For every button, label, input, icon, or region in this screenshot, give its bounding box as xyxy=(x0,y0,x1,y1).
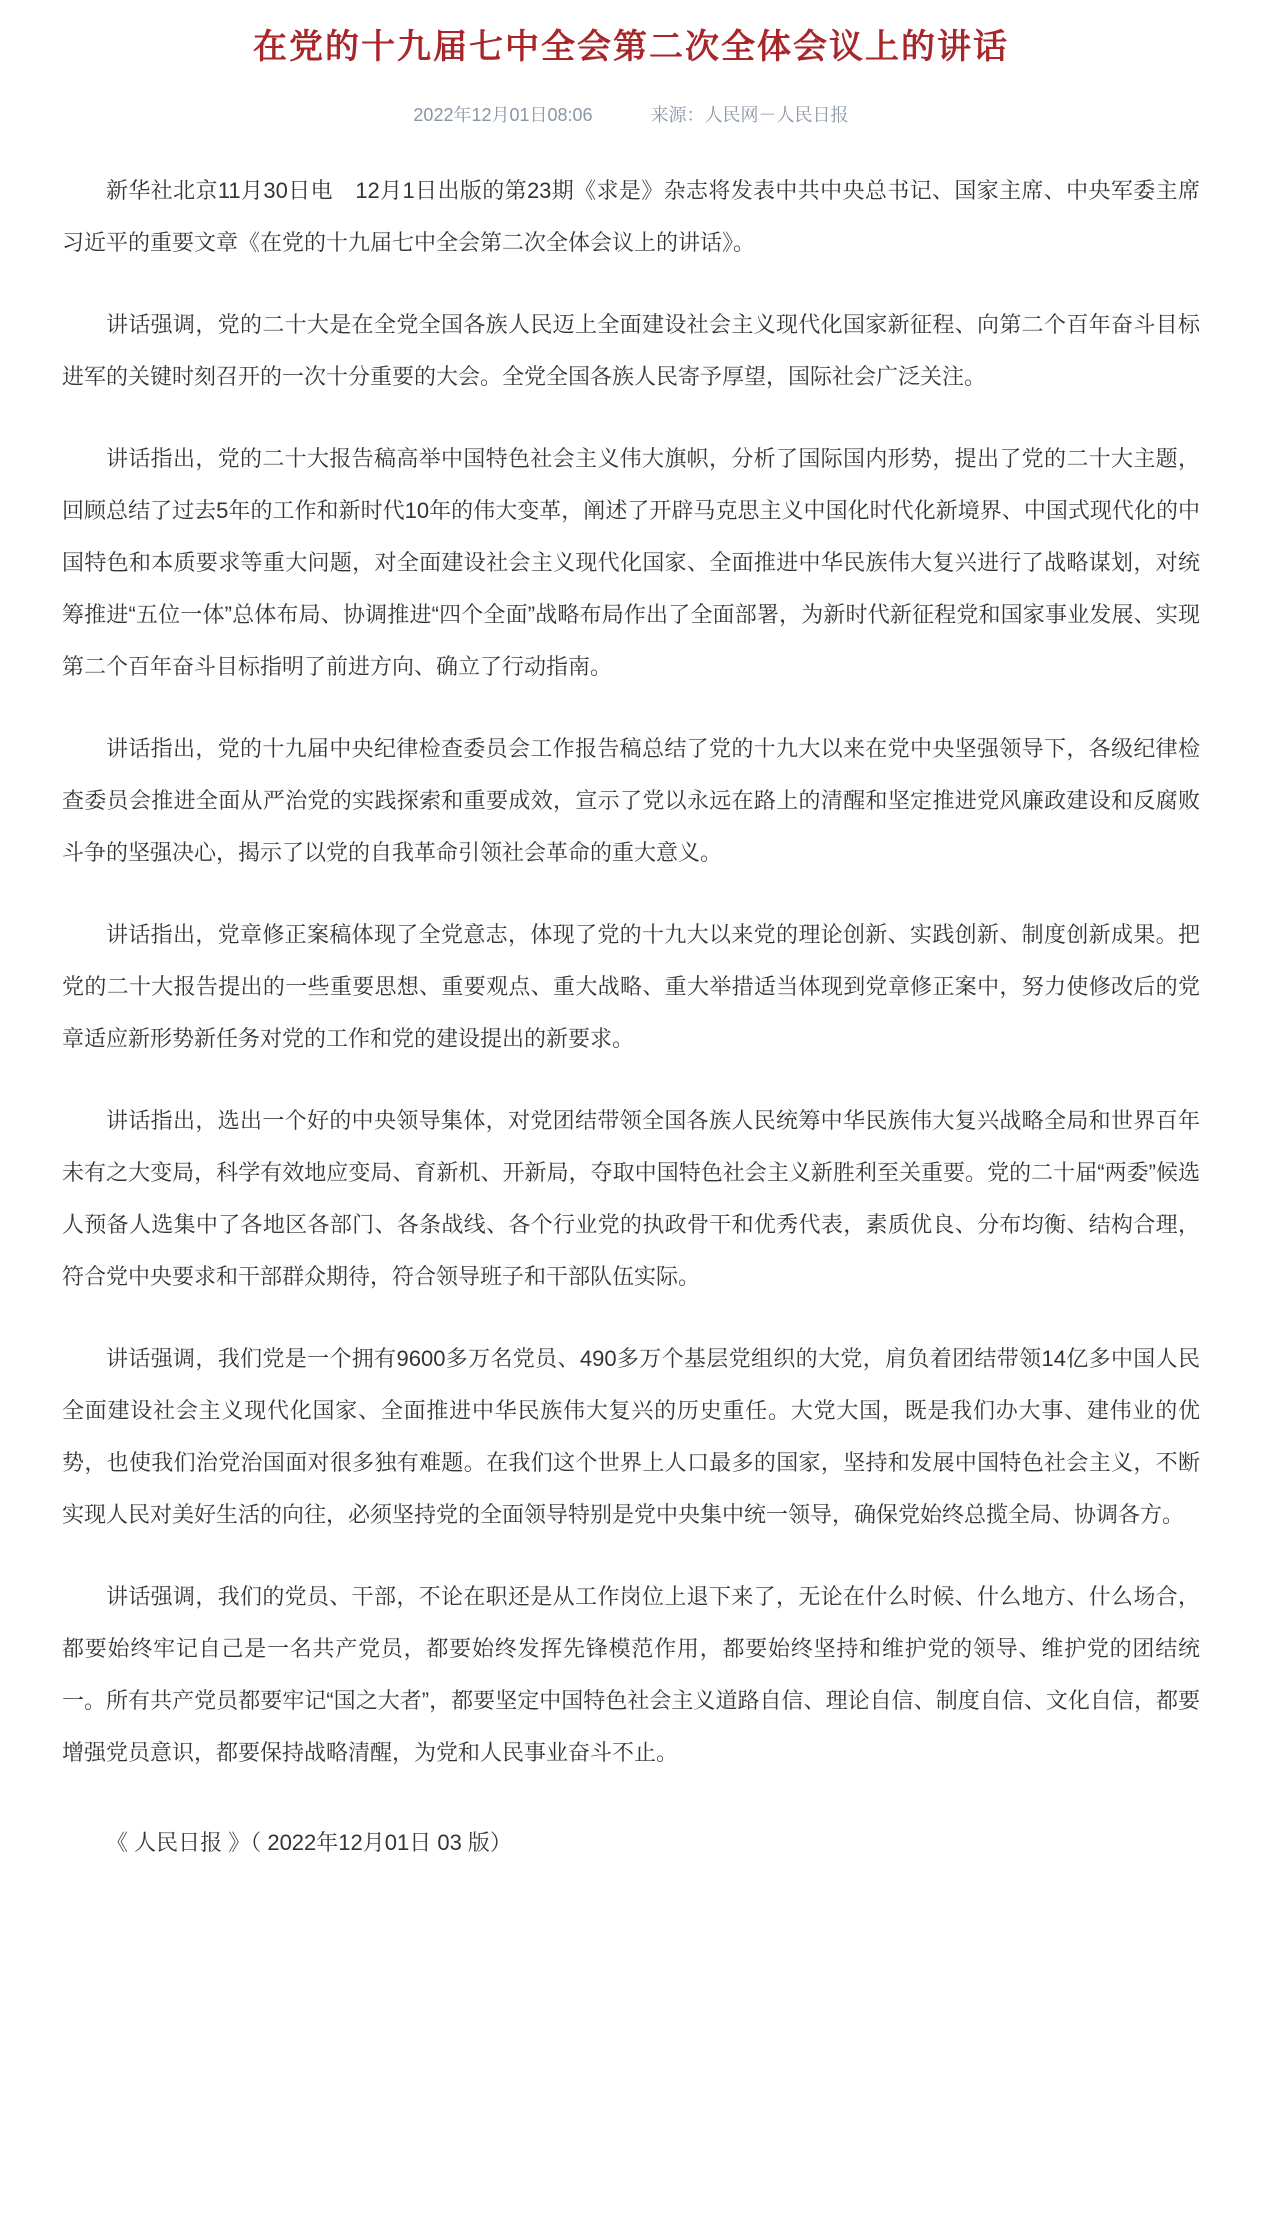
article-body xyxy=(62,165,1200,1779)
publish-date: 2022年12月01日08:06 xyxy=(413,104,593,125)
article-paragraph: 讲话强调，党的二十大是在全党全国各族人民迈上全面建设社会主义现代化国家新征程、向第二个百年奋斗目标进军的关键时刻召开的一次十分重要的大会。全党全国各族人民寄予厚望，国际社会广泛关注。 xyxy=(62,311,1200,389)
article-title: 在党的十九届七中全会第二次全体会议上的讲话 xyxy=(253,28,1009,66)
source-label: 来源： xyxy=(650,104,705,125)
article-paragraph: 讲话指出，党的十九届中央纪律检查委员会工作报告稿总结了党的十九大以来在党中央坚强领导下，各级纪律检查委员会推进全面从严治党的实践探索和重要成效，宣示了党以永远在路上的清醒和坚定推进党风廉政建设和反腐败斗争的坚强决心，揭示了以党的自我革命引领社会革命的重大意义。 xyxy=(62,735,1200,865)
source-wrap xyxy=(651,101,849,127)
article-paragraph: 讲话强调，我们的党员、干部，不论在职还是从工作岗位上退下来了，无论在什么时候、什么地方、什么场合，都要始终牢记自己是一名共产党员，都要始终发挥先锋模范作用，都要始终坚持和维护党的领导、维护党的团结统一。所有共产党员都要牢记“国之大者”，都要坚定中国特色社会主义道路自信、理论自信、制度自信、文化自信，都要增强党员意识，都要保持战略清醒，为党和人民事业奋斗不止。 xyxy=(62,1583,1200,1765)
source-link[interactable]: 人民网－人民日报 xyxy=(704,104,849,125)
paper-edition-footer: 《 人民日报 》（ 2022年12月01日 03 版） xyxy=(106,1829,512,1855)
article-paragraph: 讲话强调，我们党是一个拥有9600多万名党员、490多万个基层党组织的大党，肩负着团结带领14亿多中国人民全面建设社会主义现代化国家、全面推进中华民族伟大复兴的历史重任。大党大国，既是我们办大事、建伟业的优势，也使我们治党治国面对很多独有难题。在我们这个世界上人口最多的国家，坚持和发展中国特色社会主义，不断实现人民对美好生活的向往，必须坚持党的全面领导特别是党中央集中统一领导，确保党始终总揽全局、协调各方。 xyxy=(62,1345,1200,1527)
article-meta xyxy=(62,101,1200,127)
article-paragraph: 讲话指出，选出一个好的中央领导集体，对党团结带领全国各族人民统筹中华民族伟大复兴战略全局和世界百年未有之大变局，科学有效地应变局、育新机、开新局，夺取中国特色社会主义新胜利至关重要。党的二十届“两委”候选人预备人选集中了各地区各部门、各条战线、各个行业党的执政骨干和优秀代表，素质优良、分布均衡、结构合理，符合党中央要求和干部群众期待，符合领导班子和干部队伍实际。 xyxy=(62,1107,1200,1289)
article-paragraph: 讲话指出，党章修正案稿体现了全党意志，体现了党的十九大以来党的理论创新、实践创新、制度创新成果。把党的二十大报告提出的一些重要思想、重要观点、重大战略、重大举措适当体现到党章修正案中，努力使修改后的党章适应新形势新任务对党的工作和党的建设提出的新要求。 xyxy=(62,921,1200,1051)
article-paragraph: 新华社北京11月30日电 12月1日出版的第23期《求是》杂志将发表中共中央总书记、国家主席、中央军委主席习近平的重要文章《在党的十九届七中全会第二次全体会议上的讲话》。 xyxy=(62,177,1200,255)
article-paragraph: 讲话指出，党的二十大报告稿高举中国特色社会主义伟大旗帜，分析了国际国内形势，提出了党的二十大主题，回顾总结了过去5年的工作和新时代10年的伟大变革，阐述了开辟马克思主义中国化时代化新境界、中国式现代化的中国特色和本质要求等重大问题，对全面建设社会主义现代化国家、全面推进中华民族伟大复兴进行了战略谋划，对统筹推进“五位一体”总体布局、协调推进“四个全面”战略布局作出了全面部署，为新时代新征程党和国家事业发展、实现第二个百年奋斗目标指明了前进方向、确立了行动指南。 xyxy=(62,445,1200,679)
